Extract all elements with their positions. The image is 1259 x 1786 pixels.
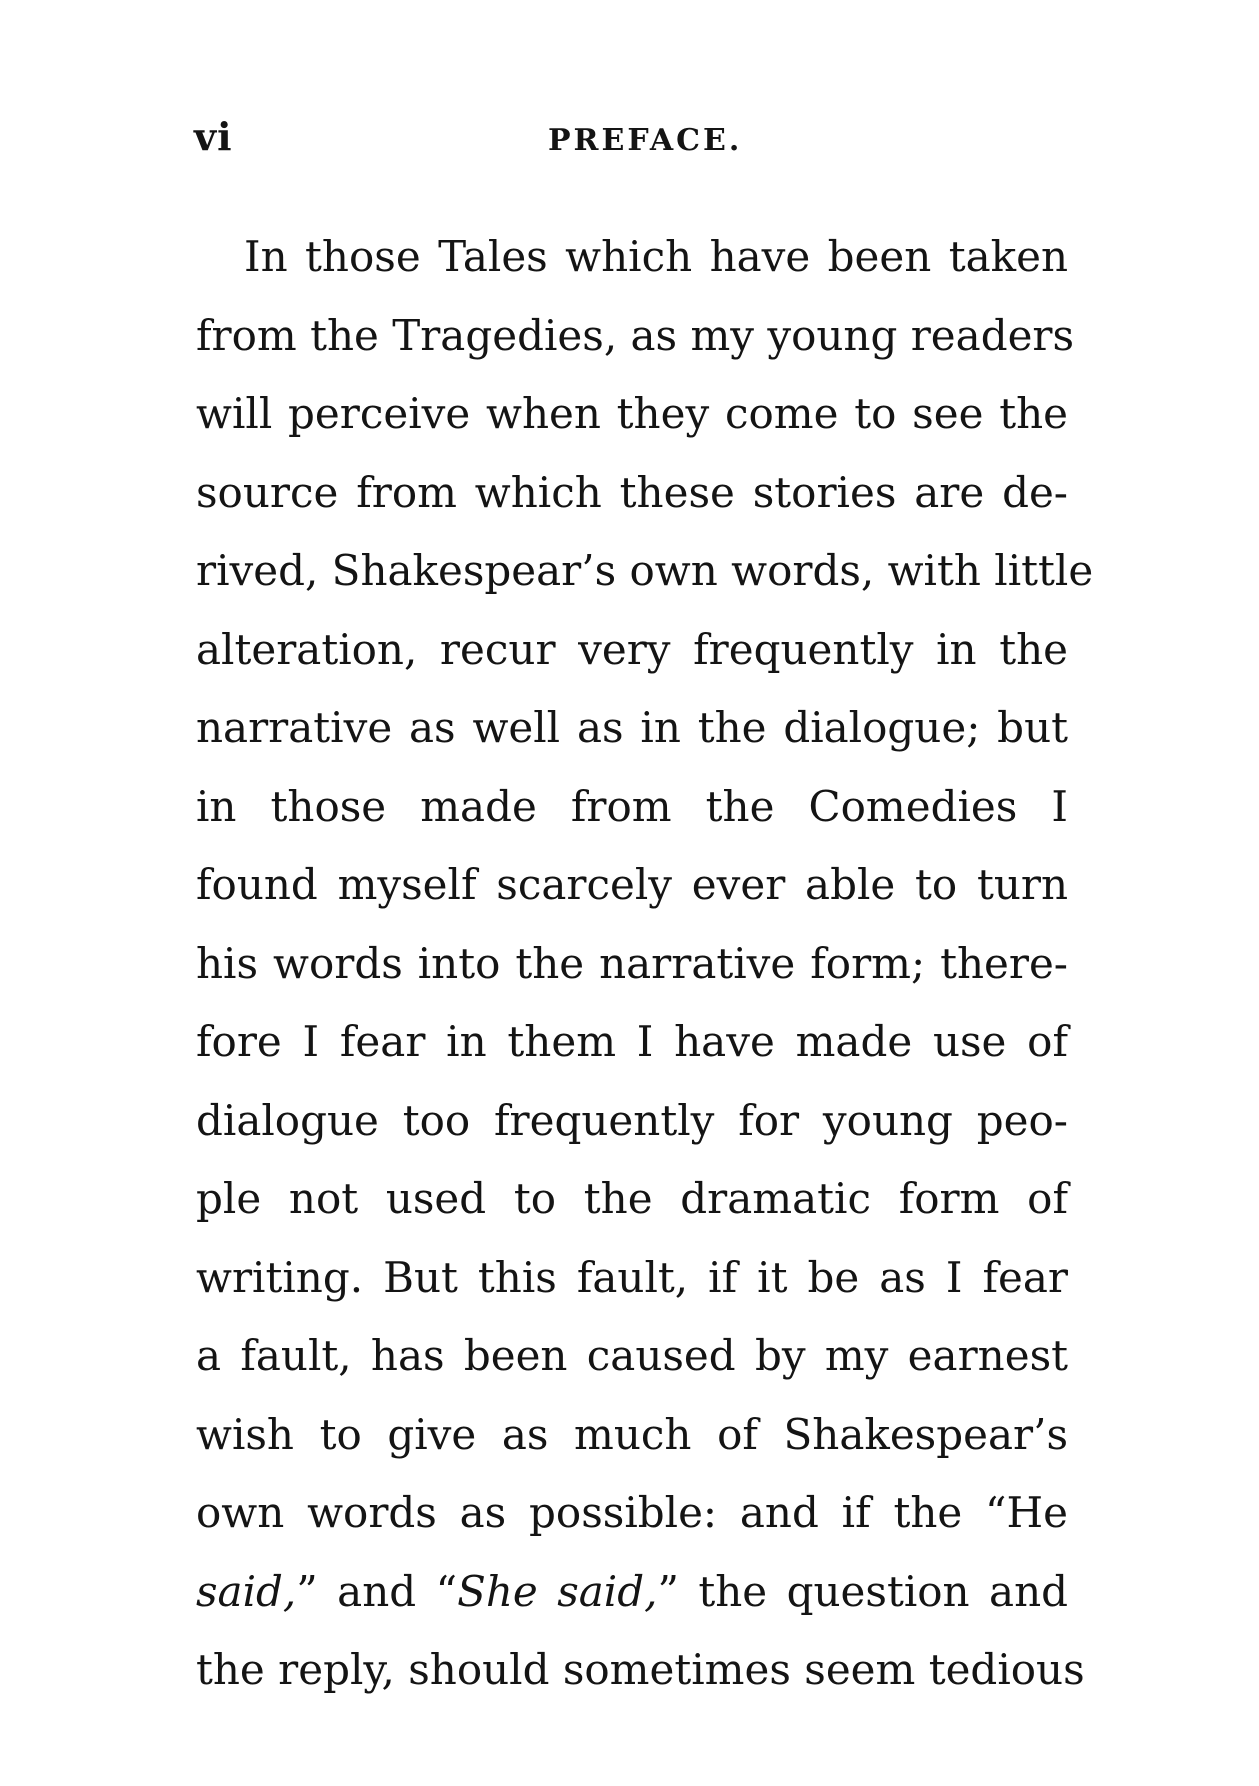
text-line: his words into the narrative form; there-	[196, 938, 1068, 988]
text-line: a fault, has been caused by my earnest	[196, 1331, 1068, 1380]
text-run: ” the question and	[657, 1566, 1069, 1616]
text-line: the reply, should sometimes seem tedious	[196, 1645, 1085, 1694]
text-line: alteration, recur very frequently in the	[196, 624, 1068, 674]
text-line: dialogue too frequently for young peo-	[196, 1095, 1068, 1145]
text-line: will perceive when they come to see the	[196, 389, 1068, 438]
text-run: ” and “	[296, 1566, 458, 1616]
text-line: found myself scarcely ever able to turn	[196, 860, 1068, 909]
text-line: from the Tragedies, as my young readers	[196, 310, 1075, 360]
text-line: ple not used to the dramatic form of	[196, 1174, 1068, 1223]
text-line: fore I fear in them I have made use of	[196, 1017, 1068, 1066]
text-line: writing. But this fault, if it be as I fear	[196, 1252, 1068, 1302]
text-line: In those Tales which have been taken	[244, 232, 1068, 281]
italic-phrase: She said,	[457, 1566, 658, 1616]
preface-text	[196, 218, 1094, 1710]
text-line: narrative as well as in the dialogue; but	[196, 703, 1068, 752]
text-line: in those made from the Comedies I	[196, 781, 1068, 831]
italic-phrase: said,	[196, 1566, 297, 1616]
text-line: source from which these stories are de-	[196, 467, 1068, 517]
page-number: vi	[194, 114, 233, 159]
text-line: wish to give as much of Shakespear’s	[196, 1409, 1068, 1459]
text-line-with-italics	[196, 1553, 1068, 1632]
text-line: rived, Shakespear’s own words, with little	[196, 546, 1094, 595]
running-head: PREFACE.	[548, 123, 743, 158]
text-line: own words as possible: and if the “He	[196, 1488, 1068, 1537]
